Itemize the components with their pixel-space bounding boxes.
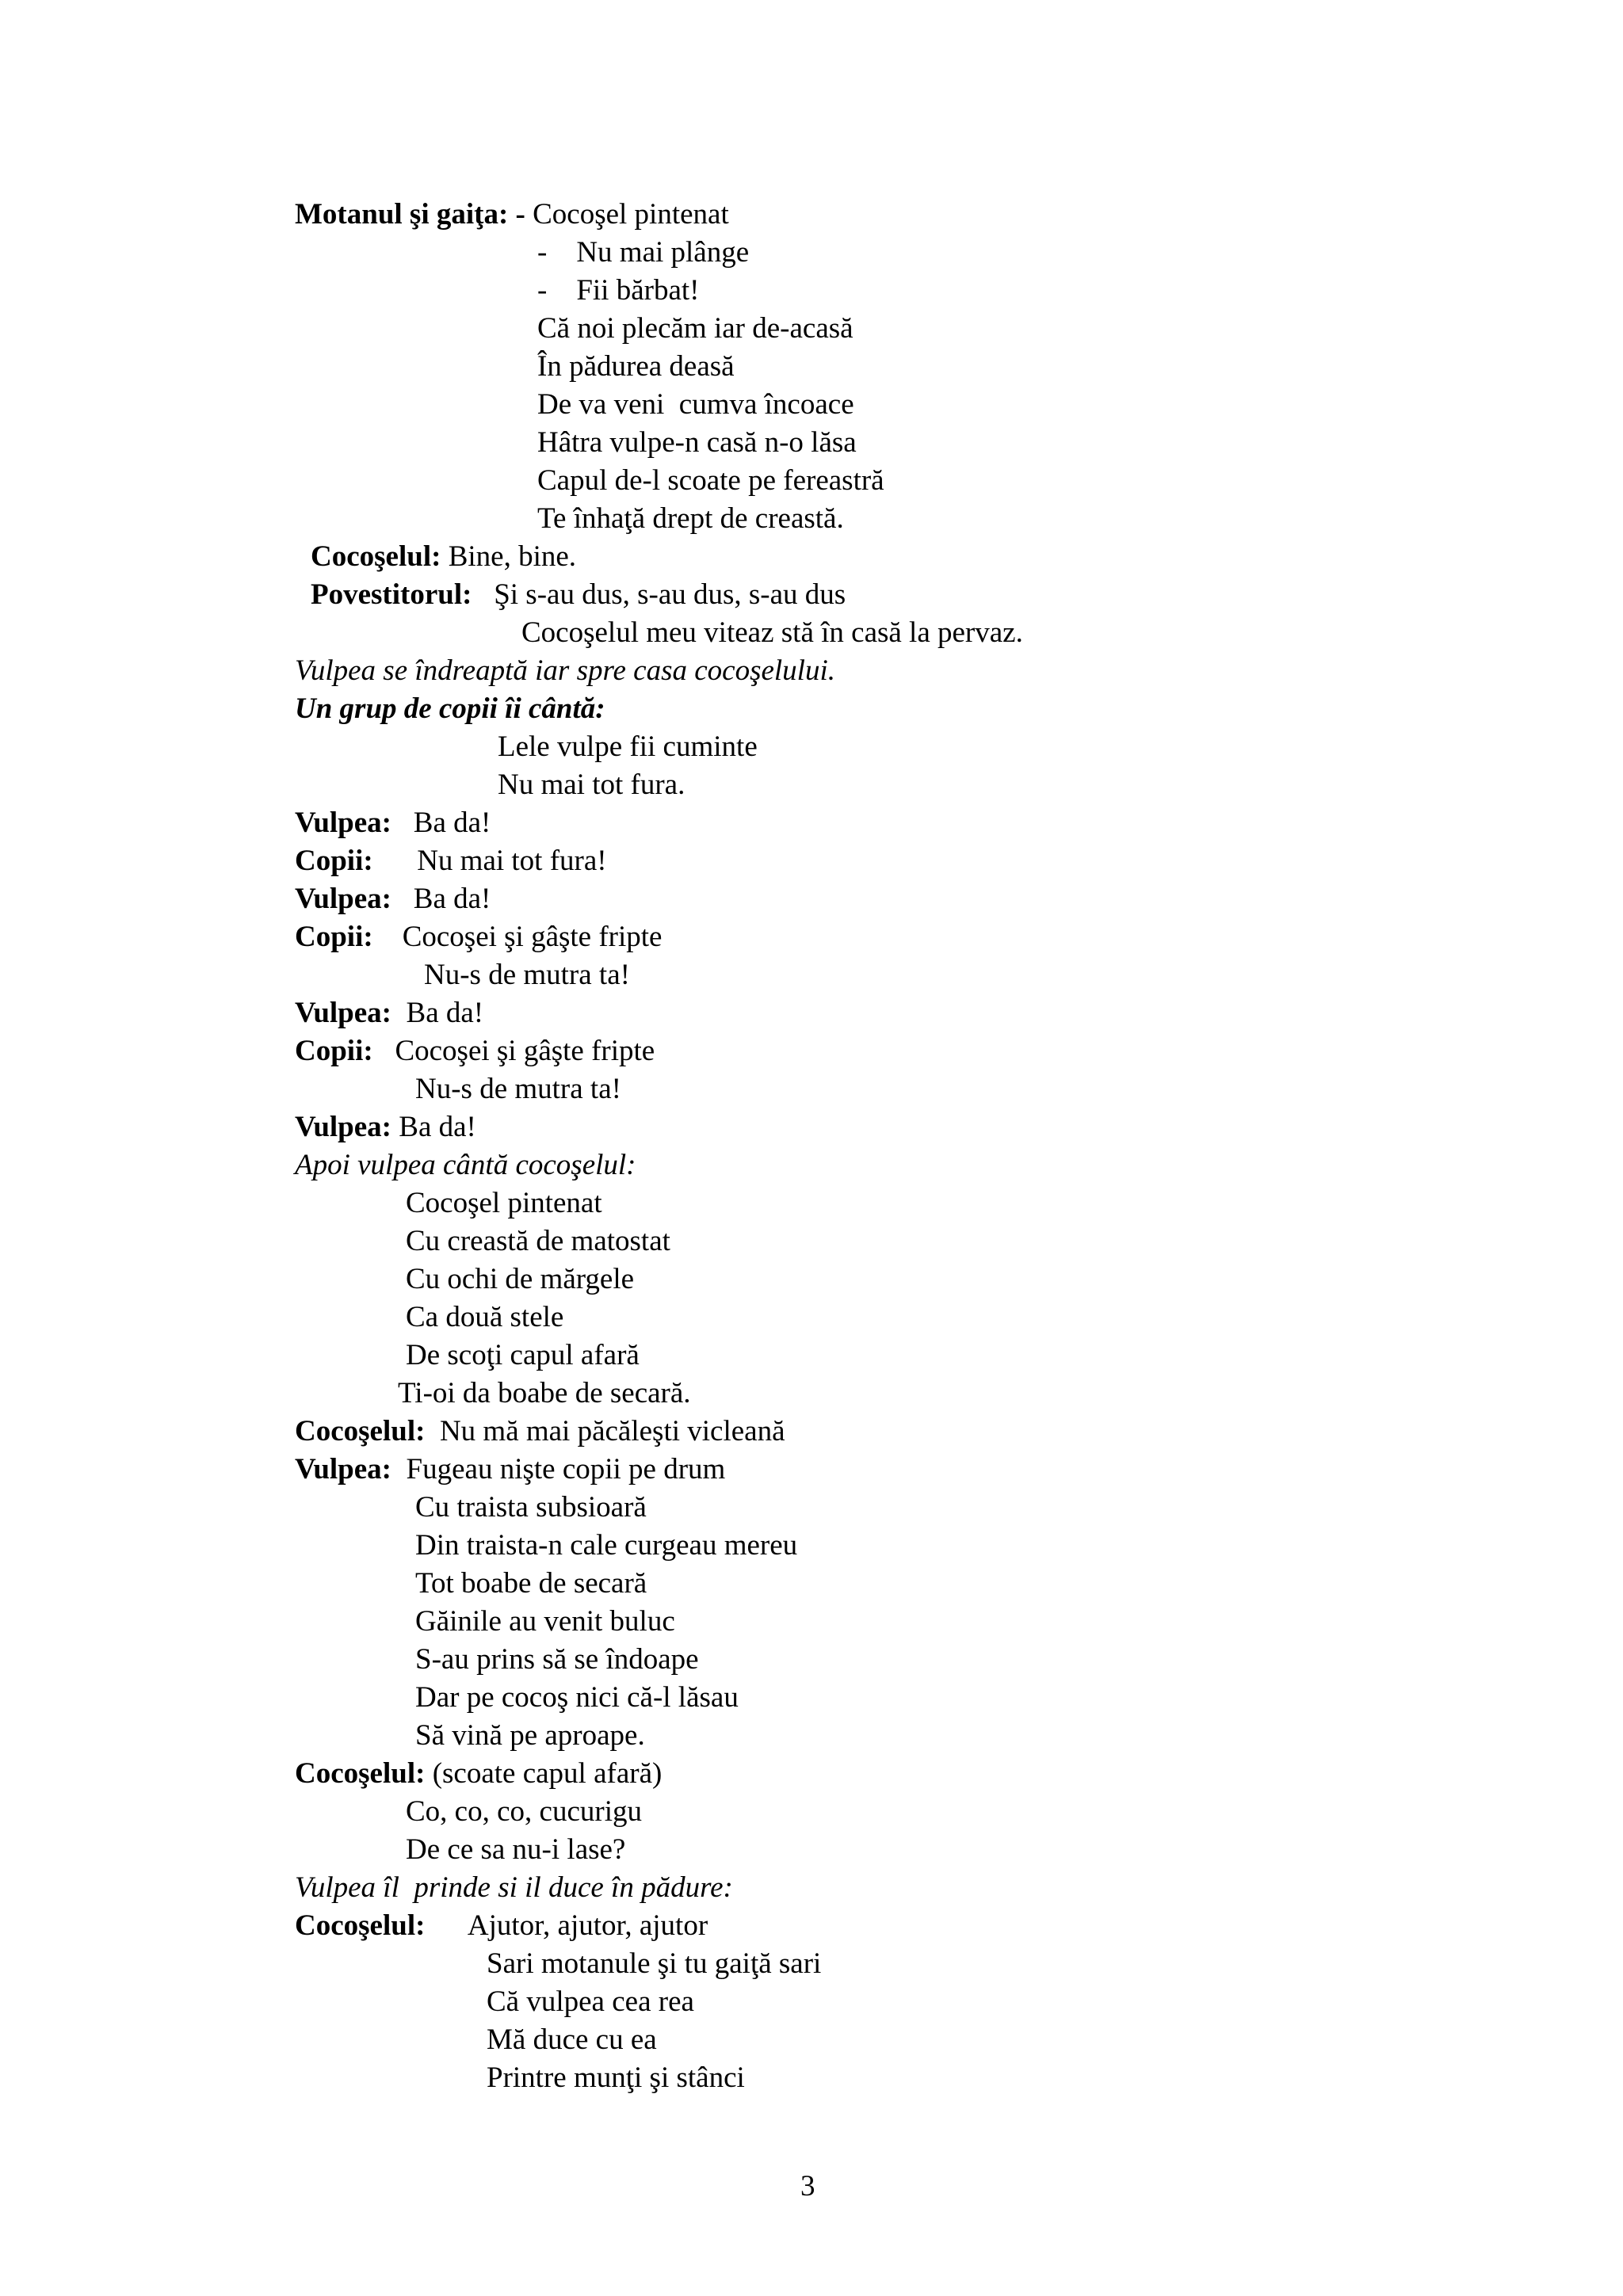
- dialogue-text: Co, co, co, cucurigu: [406, 1795, 642, 1828]
- dialogue-text: Că vulpea cea rea: [487, 1985, 694, 2018]
- dialogue-text: Cocoşei şi gâşte fripte: [372, 1035, 655, 1067]
- speaker-name: Cocoşelul:: [295, 1415, 426, 1447]
- speaker-name: Vulpea:: [295, 1453, 392, 1486]
- dialogue-text: Printre munţi şi stânci: [487, 2061, 745, 2094]
- script-line: [295, 842, 607, 880]
- dialogue-text: De va veni cumva încoace: [537, 388, 854, 421]
- dialogue-text: Hâtra vulpe-n casă n-o lăsa: [537, 426, 857, 459]
- script-line: [406, 1222, 670, 1261]
- script-line: [415, 1565, 647, 1603]
- dialogue-text: Cocoşel pintenat: [406, 1187, 602, 1219]
- script-line: [295, 1907, 708, 1945]
- stage-direction: Vulpea se îndreaptă iar spre casa cocoşelului.: [295, 654, 835, 687]
- stage-direction: Vulpea îl prinde si il duce în pădure:: [295, 1871, 733, 1904]
- script-line: [295, 1451, 725, 1489]
- dialogue-text: Capul de-l scoate pe fereastră: [537, 464, 884, 497]
- script-line: [487, 1983, 694, 2021]
- script-line: [415, 1070, 621, 1108]
- dialogue-text: Să vină pe aproape.: [415, 1719, 645, 1752]
- stage-direction: Apoi vulpea cântă cocoşelul:: [295, 1149, 636, 1181]
- script-line: [537, 386, 854, 424]
- dialogue-text: Ba da!: [391, 997, 484, 1029]
- dialogue-text: Te înhaţă drept de creastă.: [537, 502, 844, 535]
- dialogue-text: - Nu mai plânge: [537, 236, 750, 269]
- script-line: [398, 1375, 691, 1413]
- script-line: [487, 2021, 657, 2059]
- dialogue-text: De ce sa nu-i lase?: [406, 1833, 626, 1866]
- speaker-name: Vulpea:: [295, 807, 392, 839]
- speaker-name: Vulpea:: [295, 1111, 392, 1143]
- dialogue-text: Nu-s de mutra ta!: [415, 1073, 621, 1105]
- script-line: [537, 310, 854, 348]
- script-line: [537, 500, 844, 538]
- script-line: [295, 804, 491, 842]
- script-line: [487, 1945, 821, 1983]
- script-line: [424, 956, 630, 994]
- dialogue-text: Sari motanule şi tu gaiţă sari: [487, 1947, 822, 1980]
- dialogue-text: Ba da!: [391, 807, 491, 839]
- script-line: [295, 1755, 662, 1793]
- script-line: [415, 1489, 647, 1527]
- script-line: [415, 1679, 739, 1717]
- dialogue-text: Lele vulpe fii cuminte: [498, 730, 758, 763]
- script-line: [415, 1641, 699, 1679]
- dialogue-text: Nu mai tot fura.: [498, 769, 685, 801]
- speaker-name: Motanul şi gaiţa: -: [295, 198, 525, 231]
- dialogue-text: Fugeau nişte copii pe drum: [391, 1453, 726, 1486]
- speaker-name: Copii:: [295, 1035, 373, 1067]
- dialogue-text: Cocoşei şi gâşte fripte: [372, 921, 663, 953]
- dialogue-text: Din traista-n cale curgeau mereu: [415, 1529, 798, 1562]
- speaker-name: Vulpea:: [295, 997, 392, 1029]
- script-line: [406, 1831, 625, 1869]
- speaker-name: Cocoşelul:: [295, 1909, 426, 1942]
- dialogue-text: Cocoşel pintenat: [525, 198, 729, 231]
- dialogue-text: Nu mai tot fura!: [372, 845, 607, 877]
- speaker-name: Cocoşelul:: [295, 1757, 426, 1790]
- dialogue-text: Cu ochi de mărgele: [406, 1263, 635, 1295]
- dialogue-text: Bine, bine.: [441, 540, 577, 573]
- dialogue-text: Ca două stele: [406, 1301, 564, 1333]
- speaker-name: Copii:: [295, 921, 373, 953]
- speaker-name: Povestitorul:: [311, 578, 472, 611]
- dialogue-text: S-au prins să se îndoape: [415, 1643, 699, 1676]
- script-line: [406, 1184, 602, 1222]
- dialogue-text: De scoţi capul afară: [406, 1339, 640, 1371]
- script-line: [498, 766, 685, 804]
- script-line: [295, 1146, 636, 1184]
- script-line: [295, 1108, 476, 1146]
- dialogue-text: Cocoşelul meu viteaz stă în casă la pervaz.: [521, 616, 1023, 649]
- dialogue-text: Că noi plecăm iar de-acasă: [537, 312, 854, 345]
- dialogue-text: Şi s-au dus, s-au dus, s-au dus: [472, 578, 846, 611]
- script-line: [537, 462, 884, 500]
- script-line: [311, 538, 576, 576]
- script-line: [295, 1869, 733, 1907]
- script-line: [406, 1337, 640, 1375]
- dialogue-text: Ajutor, ajutor, ajutor: [425, 1909, 708, 1942]
- script-line: [415, 1527, 797, 1565]
- script-line: [295, 652, 835, 690]
- dialogue-text: (scoate capul afară): [425, 1757, 663, 1790]
- dialogue-text: Mă duce cu ea: [487, 2023, 657, 2056]
- speaker-name: Cocoşelul:: [311, 540, 441, 573]
- script-line: [295, 690, 605, 728]
- dialogue-text: Ti-oi da boabe de secară.: [398, 1377, 691, 1409]
- script-line: [537, 424, 857, 462]
- dialogue-text: Ba da!: [391, 1111, 476, 1143]
- script-line: [295, 918, 662, 956]
- script-line: [406, 1261, 634, 1299]
- dialogue-text: Dar pe cocoş nici că-l lăsau: [415, 1681, 739, 1714]
- script-line: [406, 1793, 642, 1831]
- script-line: [415, 1717, 645, 1755]
- script-line: [295, 1032, 655, 1070]
- script-line: [295, 1413, 785, 1451]
- dialogue-text: Găinile au venit buluc: [415, 1605, 675, 1638]
- stage-direction: Un grup de copii îi cântă:: [295, 692, 605, 725]
- script-line: [415, 1603, 675, 1641]
- dialogue-text: Cu creastă de matostat: [406, 1225, 670, 1257]
- script-line: [295, 880, 491, 918]
- script-line: [295, 994, 483, 1032]
- script-line: [406, 1299, 563, 1337]
- page-number: 3: [800, 2170, 815, 2203]
- script-line: [537, 272, 699, 310]
- speaker-name: Copii:: [295, 845, 373, 877]
- dialogue-text: Tot boabe de secară: [415, 1567, 647, 1600]
- script-line: [311, 576, 846, 614]
- dialogue-text: În pădurea deasă: [537, 350, 735, 383]
- script-line: [537, 348, 735, 386]
- speaker-name: Vulpea:: [295, 883, 392, 915]
- dialogue-text: - Fii bărbat!: [537, 274, 700, 307]
- dialogue-text: Cu traista subsioară: [415, 1491, 647, 1524]
- dialogue-text: Nu mă mai păcăleşti vicleană: [425, 1415, 785, 1447]
- script-line: [487, 2059, 745, 2097]
- script-line: [537, 234, 749, 272]
- script-line: [295, 196, 729, 234]
- dialogue-text: Nu-s de mutra ta!: [424, 959, 630, 991]
- dialogue-text: Ba da!: [391, 883, 491, 915]
- script-line: [521, 614, 1023, 652]
- script-line: [498, 728, 758, 766]
